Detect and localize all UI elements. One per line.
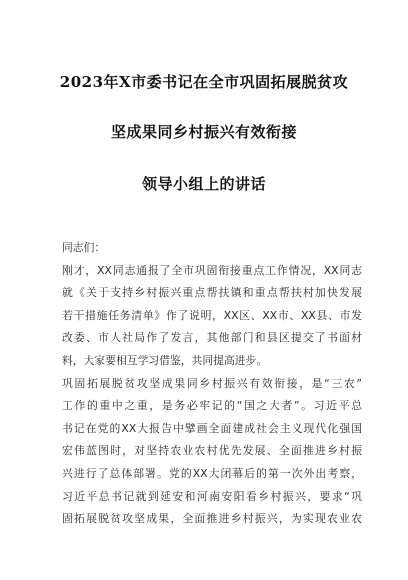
body-line: 习近平总书记就到延安和河南安阳看乡村振兴，要求“巩 xyxy=(62,489,362,503)
salutation: 同志们： xyxy=(62,241,106,254)
body-line: 巩固拓展脱贫攻坚成果同乡村振兴有效衔接，是“三农” xyxy=(62,376,362,390)
body-line: 料，大家要相互学习借鉴，共同提高进步。 xyxy=(62,353,268,367)
body-line: 固拓展脱贫攻坚成果，全面推进乡村振兴，为实现农业农 xyxy=(62,512,362,526)
document-body xyxy=(62,237,362,531)
body-line: 兴进行了总体部署。党的XX大闭幕后的第一次外出考察， xyxy=(62,466,362,480)
document-title-line-1: 2023年X市委书记在全市巩固拓展脱贫攻 xyxy=(59,73,349,91)
body-line: 宏伟蓝图时，对坚持农业农村优先发展、全面推进乡村振 xyxy=(62,444,362,458)
body-line: 工作的重中之重，是务必牢记的“国之大者”。习近平总 xyxy=(62,399,362,413)
body-line: 若干措施任务清单》作了说明，XX区、XX市、XX县、市发 xyxy=(62,308,362,322)
document-title-line-3: 领导小组上的讲话 xyxy=(141,175,266,193)
body-line: 刚才，XX同志通报了全市巩固衔接重点工作情况，XX同志 xyxy=(62,263,362,277)
body-line: 书记在党的XX大报告中擘画全面建成社会主义现代化强国 xyxy=(62,421,362,435)
document-title-line-2: 坚成果同乡村振兴有效衔接 xyxy=(110,123,297,141)
body-line: 改委、市人社局作了发言，其他部门和县区提交了书面材 xyxy=(62,331,362,345)
body-line: 就《关于支持乡村振兴重点帮扶镇和重点帮扶村加快发展 xyxy=(62,286,362,300)
